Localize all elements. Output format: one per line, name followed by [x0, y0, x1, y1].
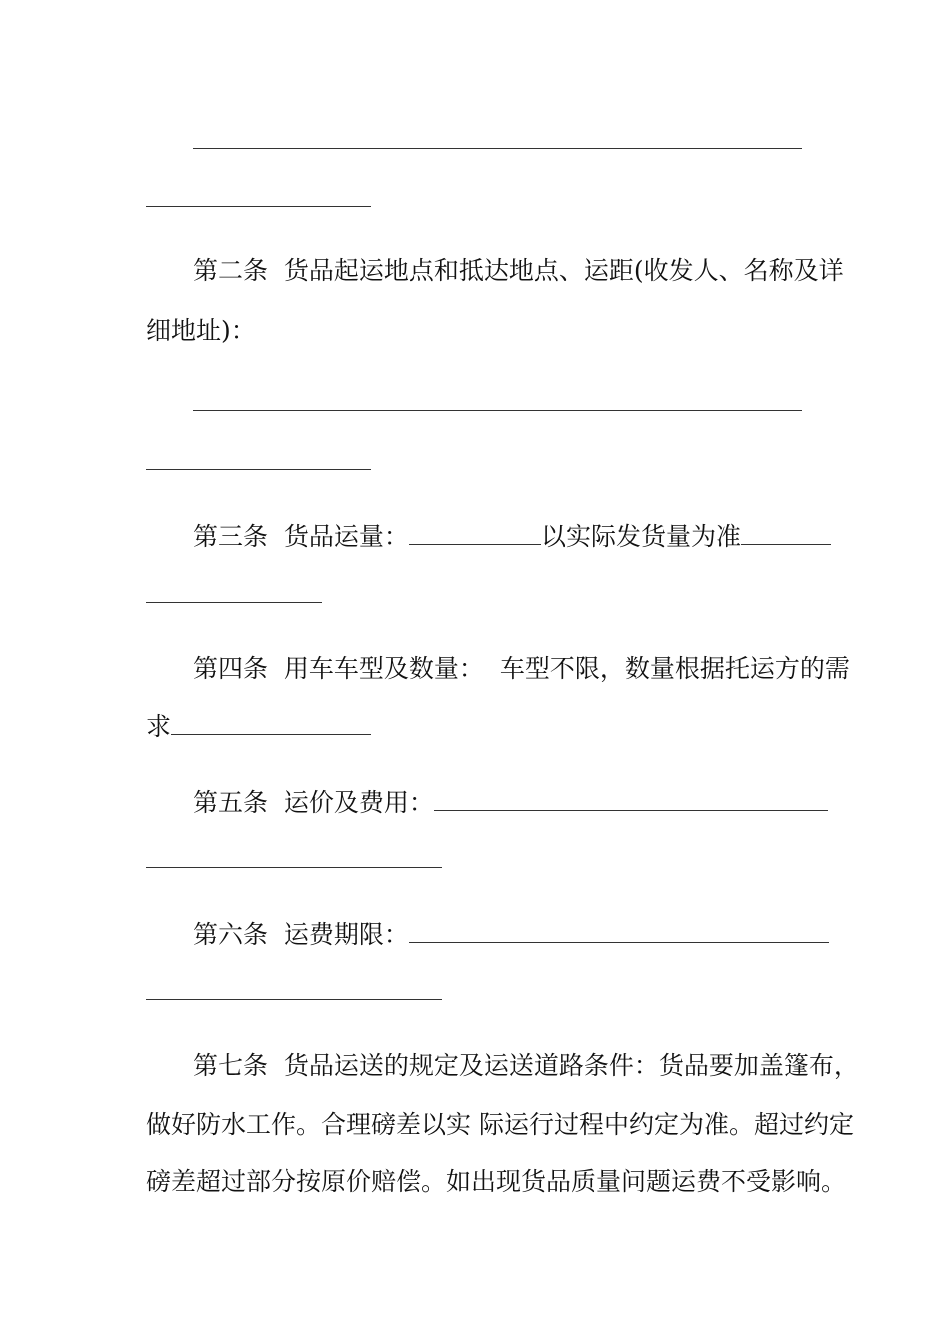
article-2-heading: 第二条 [193, 256, 269, 285]
article-7-heading: 第七条 [193, 1051, 269, 1080]
article-3-label: 货品运量： [283, 522, 409, 551]
article-2-line-2: 细地址)： [146, 316, 256, 345]
fill-blank [741, 522, 831, 545]
article-6-label: 运费期限： [283, 920, 409, 949]
fill-line [193, 148, 802, 149]
article-4-heading: 第四条 [193, 654, 269, 683]
fill-line [146, 867, 442, 868]
fill-blank [409, 522, 541, 545]
fill-line [193, 410, 802, 411]
article-2-text: 货品起运地点和抵达地点、运距(收发人、名称及详 [283, 256, 844, 285]
fill-blank [171, 712, 371, 735]
fill-line [146, 206, 371, 207]
article-5-line-1 [193, 788, 828, 818]
fill-blank [409, 920, 829, 943]
article-5-label: 运价及费用： [283, 788, 434, 817]
article-4-line-2-text: 求 [146, 712, 172, 741]
article-2-line-1 [193, 256, 844, 286]
article-6-line-1 [193, 920, 829, 950]
fill-line [146, 999, 442, 1000]
article-4-value: 车型不限，数量根据托运方的需 [499, 654, 850, 683]
fill-blank [434, 788, 828, 811]
article-3-fill: 以实际发货量为准 [540, 522, 741, 551]
article-3-heading: 第三条 [193, 522, 269, 551]
article-4-line-1 [193, 654, 850, 684]
article-3-line-1 [193, 522, 831, 552]
fill-line [146, 469, 371, 470]
fill-line [146, 602, 322, 603]
article-7-text: 货品运送的规定及运送道路条件：货品要加盖篷布， [283, 1051, 859, 1080]
article-4-label: 用车车型及数量： [283, 654, 484, 683]
article-5-heading: 第五条 [193, 788, 269, 817]
article-7-line-3: 磅差超过部分按原价赔偿。如出现货品质量问题运费不受影响。 [146, 1167, 847, 1196]
article-7-line-2: 做好防水工作。合理磅差以实 际运行过程中约定为准。超过约定 [146, 1110, 854, 1139]
article-4-line-2 [146, 712, 371, 742]
article-6-heading: 第六条 [193, 920, 269, 949]
article-7-line-1 [193, 1051, 859, 1081]
